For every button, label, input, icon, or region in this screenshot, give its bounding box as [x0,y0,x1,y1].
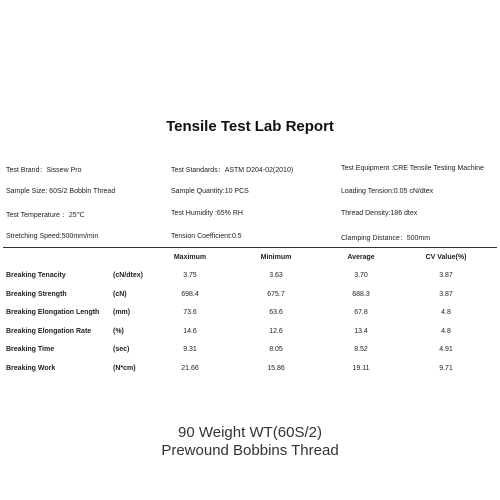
cell-cv-value: 4.8 [441,309,451,316]
header-minimum: Minimum [260,254,292,261]
cell-minimum: 63.6 [269,309,283,316]
cell-cv-value: 4.91 [439,346,453,353]
cell-average: 19.11 [352,364,370,372]
table-row [0,322,500,341]
info-thread-density: Thread Density:186 dtex [341,210,418,217]
table-row [0,266,500,285]
info-tension-coefficient: Tension Coefficient:0.5 [171,232,242,240]
cell-average: 67.8 [354,309,368,316]
cell-minimum: 675.7 [267,290,285,298]
info-test-humidity: Test Humidity :65% RH [171,210,243,217]
cell-cv-value: 4.8 [441,327,451,335]
section-divider [3,247,497,248]
row-parameter: Breaking Work [6,364,56,372]
cell-cv-value: 9.71 [439,364,453,372]
cell-cv-value: 3.87 [439,272,453,279]
row-parameter: Breaking Time [6,346,55,353]
row-unit: (cN) [113,290,127,298]
info-row [6,165,498,180]
row-unit: (mm) [113,309,131,316]
info-loading-tension: Loading Tension:0.05 cN/dtex [341,187,434,195]
row-unit: (cN/dtex) [113,272,143,279]
info-row [6,210,498,225]
cell-maximum: 698.4 [181,290,199,298]
info-test-equipment: Test Equipment :CRE Tensile Testing Machine [341,165,484,172]
cell-maximum: 21.66 [181,364,199,372]
cell-minimum: 8.05 [269,346,283,353]
header-maximum: Maximum [173,254,207,261]
cell-average: 8.52 [354,346,368,353]
row-unit: (%) [113,327,124,335]
cell-average: 13.4 [354,327,368,335]
row-parameter: Breaking Tenacity [6,272,66,279]
product-caption-line2: Prewound Bobbins Thread [161,442,339,459]
header-cv-value: CV Value(%) [425,254,467,261]
cell-cv-value: 3.87 [439,290,453,298]
table-row [0,285,500,304]
cell-average: 3.70 [354,272,368,279]
product-caption-line1: 90 Weight WT(60S/2) [178,424,322,441]
info-sample-quantity: Sample Quantity:10 PCS [171,187,249,195]
header-average: Average [347,254,375,261]
info-stretching-speed: Stretching Speed:500mm/min [6,232,99,240]
cell-average: 688.3 [352,290,370,298]
results-table [0,252,500,377]
product-caption [0,424,500,460]
cell-maximum: 14.6 [183,327,197,335]
table-row [0,359,500,378]
cell-maximum: 9.31 [183,346,197,353]
info-row [6,233,498,248]
info-row [6,188,498,203]
row-parameter: Breaking Elongation Length [6,309,100,316]
test-info-grid [6,165,498,255]
info-test-brand: Test Brand：Sissew Pro [6,167,82,174]
info-sample-size: Sample Size: 60S/2 Bobbin Thread [6,187,116,195]
info-clamping-distance: Clamping Distance：500mm [341,234,431,242]
cell-maximum: 73.6 [183,309,197,316]
row-parameter: Breaking Elongation Rate [6,327,92,335]
row-unit: (sec) [113,346,130,353]
cell-minimum: 3.63 [269,272,283,279]
table-row [0,303,500,322]
row-parameter: Breaking Strength [6,290,67,298]
cell-minimum: 15.86 [267,364,285,372]
table-row [0,340,500,359]
row-unit: (N*cm) [113,364,136,372]
cell-maximum: 3.75 [183,272,197,279]
info-test-standards: Test Standards：ASTM D204-02(2010) [171,167,294,174]
info-test-temperature: Test Temperature ：25℃ [6,212,85,219]
results-header-row [0,252,500,266]
report-title: Tensile Test Lab Report [166,118,334,135]
cell-minimum: 12.6 [269,327,283,335]
